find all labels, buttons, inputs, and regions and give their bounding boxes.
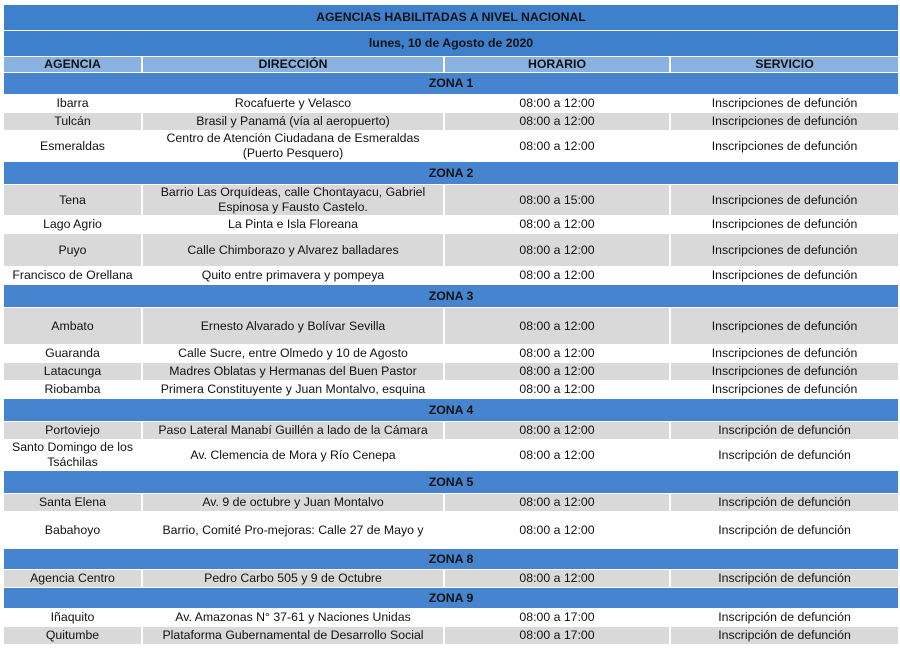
cell-servicio: Inscripciones de defunción — [671, 267, 898, 284]
cell-horario: 08:00 a 17:00 — [445, 609, 669, 626]
table-row — [4, 609, 898, 626]
cell-agencia: Riobamba — [4, 381, 141, 398]
cell-agencia: Puyo — [4, 234, 141, 266]
zone-label: ZONA 2 — [4, 162, 898, 184]
zone-header-row — [4, 399, 898, 421]
cell-servicio: Inscripción de defunción — [671, 512, 898, 548]
cell-agencia: Ambato — [4, 308, 141, 344]
cell-direccion: Calle Chimborazo y Alvarez balladares — [143, 234, 443, 266]
cell-horario: 08:00 a 12:00 — [445, 267, 669, 284]
cell-direccion: Barrio, Comité Pro-mejoras: Calle 27 de Mayo y — [143, 512, 443, 548]
cell-direccion: Quito entre primavera y pompeya — [143, 267, 443, 284]
table-row — [4, 345, 898, 362]
cell-servicio: Inscripción de defunción — [671, 494, 898, 511]
report-date: lunes, 10 de Agosto de 2020 — [4, 31, 898, 56]
table-row — [4, 512, 898, 548]
cell-horario: 08:00 a 12:00 — [445, 131, 669, 161]
cell-servicio: Inscripción de defunción — [671, 440, 898, 470]
cell-agencia: Latacunga — [4, 363, 141, 380]
cell-horario: 08:00 a 12:00 — [445, 113, 669, 130]
cell-horario: 08:00 a 12:00 — [445, 345, 669, 362]
cell-agencia: Babahoyo — [4, 512, 141, 548]
column-header-horario: HORARIO — [445, 57, 669, 72]
zone-label: ZONA 1 — [4, 73, 898, 94]
column-header-direccion: DIRECCIÓN — [143, 57, 443, 72]
cell-horario: 08:00 a 12:00 — [445, 95, 669, 112]
cell-servicio: Inscripciones de defunción — [671, 234, 898, 266]
cell-servicio: Inscripciones de defunción — [671, 216, 898, 233]
cell-servicio: Inscripciones de defunción — [671, 308, 898, 344]
table-row — [4, 363, 898, 380]
table-row — [4, 185, 898, 215]
cell-horario: 08:00 a 12:00 — [445, 234, 669, 266]
table-row — [4, 440, 898, 470]
zone-header-row — [4, 73, 898, 94]
cell-direccion: Centro de Atención Ciudadana de Esmeraldas (Puerto Pesquero) — [143, 131, 443, 161]
cell-servicio: Inscripciones de defunción — [671, 95, 898, 112]
cell-horario: 08:00 a 12:00 — [445, 308, 669, 344]
agencies-table — [2, 4, 900, 645]
cell-direccion: La Pinta e Isla Floreana — [143, 216, 443, 233]
cell-servicio: Inscripción de defunción — [671, 627, 898, 644]
page-title: AGENCIAS HABILITADAS A NIVEL NACIONAL — [4, 5, 898, 30]
table-row — [4, 308, 898, 344]
zone-label: ZONA 8 — [4, 549, 898, 569]
zone-header-row — [4, 549, 898, 569]
column-header-row — [4, 57, 898, 72]
cell-direccion: Paso Lateral Manabí Guillén a lado de la Cámara — [143, 422, 443, 439]
cell-horario: 08:00 a 12:00 — [445, 422, 669, 439]
cell-direccion: Av. Amazonas N° 37-61 y Naciones Unidas — [143, 609, 443, 626]
cell-horario: 08:00 a 12:00 — [445, 363, 669, 380]
zone-header-row — [4, 162, 898, 184]
cell-agencia: Santa Elena — [4, 494, 141, 511]
table-row — [4, 627, 898, 644]
table-row — [4, 267, 898, 284]
zone-label: ZONA 4 — [4, 399, 898, 421]
table-row — [4, 95, 898, 112]
cell-servicio: Inscripciones de defunción — [671, 363, 898, 380]
table-row — [4, 494, 898, 511]
cell-direccion: Ernesto Alvarado y Bolívar Sevilla — [143, 308, 443, 344]
cell-agencia: Agencia Centro — [4, 570, 141, 587]
cell-agencia: Lago Agrio — [4, 216, 141, 233]
cell-agencia: Esmeraldas — [4, 131, 141, 161]
column-header-agencia: AGENCIA — [4, 57, 141, 72]
table-row — [4, 216, 898, 233]
table-row — [4, 381, 898, 398]
cell-servicio: Inscripción de defunción — [671, 609, 898, 626]
title-row — [4, 5, 898, 30]
cell-agencia: Iñaquito — [4, 609, 141, 626]
zone-label: ZONA 9 — [4, 588, 898, 608]
zone-label: ZONA 5 — [4, 471, 898, 493]
cell-servicio: Inscripciones de defunción — [671, 185, 898, 215]
cell-agencia: Santo Domingo de los Tsáchilas — [4, 440, 141, 470]
cell-horario: 08:00 a 15:00 — [445, 185, 669, 215]
table-row — [4, 234, 898, 266]
cell-direccion: Rocafuerte y Velasco — [143, 95, 443, 112]
cell-horario: 08:00 a 17:00 — [445, 627, 669, 644]
cell-horario: 08:00 a 12:00 — [445, 512, 669, 548]
cell-agencia: Portoviejo — [4, 422, 141, 439]
cell-direccion: Pedro Carbo 505 y 9 de Octubre — [143, 570, 443, 587]
zone-label: ZONA 3 — [4, 285, 898, 307]
cell-servicio: Inscripciones de defunción — [671, 113, 898, 130]
cell-servicio: Inscripción de defunción — [671, 570, 898, 587]
cell-direccion: Av. Clemencia de Mora y Río Cenepa — [143, 440, 443, 470]
cell-direccion: Barrio Las Orquídeas, calle Chontayacu, Gabriel Espinosa y Fausto Castelo. — [143, 185, 443, 215]
agencies-table-body — [4, 5, 898, 644]
cell-horario: 08:00 a 12:00 — [445, 494, 669, 511]
cell-servicio: Inscripciones de defunción — [671, 131, 898, 161]
column-header-servicio: SERVICIO — [671, 57, 898, 72]
cell-servicio: Inscripciones de defunción — [671, 381, 898, 398]
cell-agencia: Guaranda — [4, 345, 141, 362]
cell-horario: 08:00 a 12:00 — [445, 381, 669, 398]
cell-direccion: Calle Sucre, entre Olmedo y 10 de Agosto — [143, 345, 443, 362]
cell-direccion: Av. 9 de octubre y Juan Montalvo — [143, 494, 443, 511]
zone-header-row — [4, 588, 898, 608]
table-row — [4, 570, 898, 587]
cell-agencia: Quitumbe — [4, 627, 141, 644]
cell-direccion: Brasil y Panamá (vía al aeropuerto) — [143, 113, 443, 130]
cell-agencia: Tena — [4, 185, 141, 215]
cell-servicio: Inscripciones de defunción — [671, 345, 898, 362]
cell-horario: 08:00 a 12:00 — [445, 440, 669, 470]
table-row — [4, 113, 898, 130]
date-row — [4, 31, 898, 56]
cell-direccion: Plataforma Gubernamental de Desarrollo Social — [143, 627, 443, 644]
zone-header-row — [4, 285, 898, 307]
table-row — [4, 131, 898, 161]
cell-agencia: Tulcán — [4, 113, 141, 130]
cell-agencia: Francisco de Orellana — [4, 267, 141, 284]
cell-horario: 08:00 a 12:00 — [445, 216, 669, 233]
cell-horario: 08:00 a 12:00 — [445, 570, 669, 587]
zone-header-row — [4, 471, 898, 493]
cell-agencia: Ibarra — [4, 95, 141, 112]
cell-direccion: Primera Constituyente y Juan Montalvo, esquina — [143, 381, 443, 398]
table-row — [4, 422, 898, 439]
cell-servicio: Inscripción de defunción — [671, 422, 898, 439]
cell-direccion: Madres Oblatas y Hermanas del Buen Pastor — [143, 363, 443, 380]
